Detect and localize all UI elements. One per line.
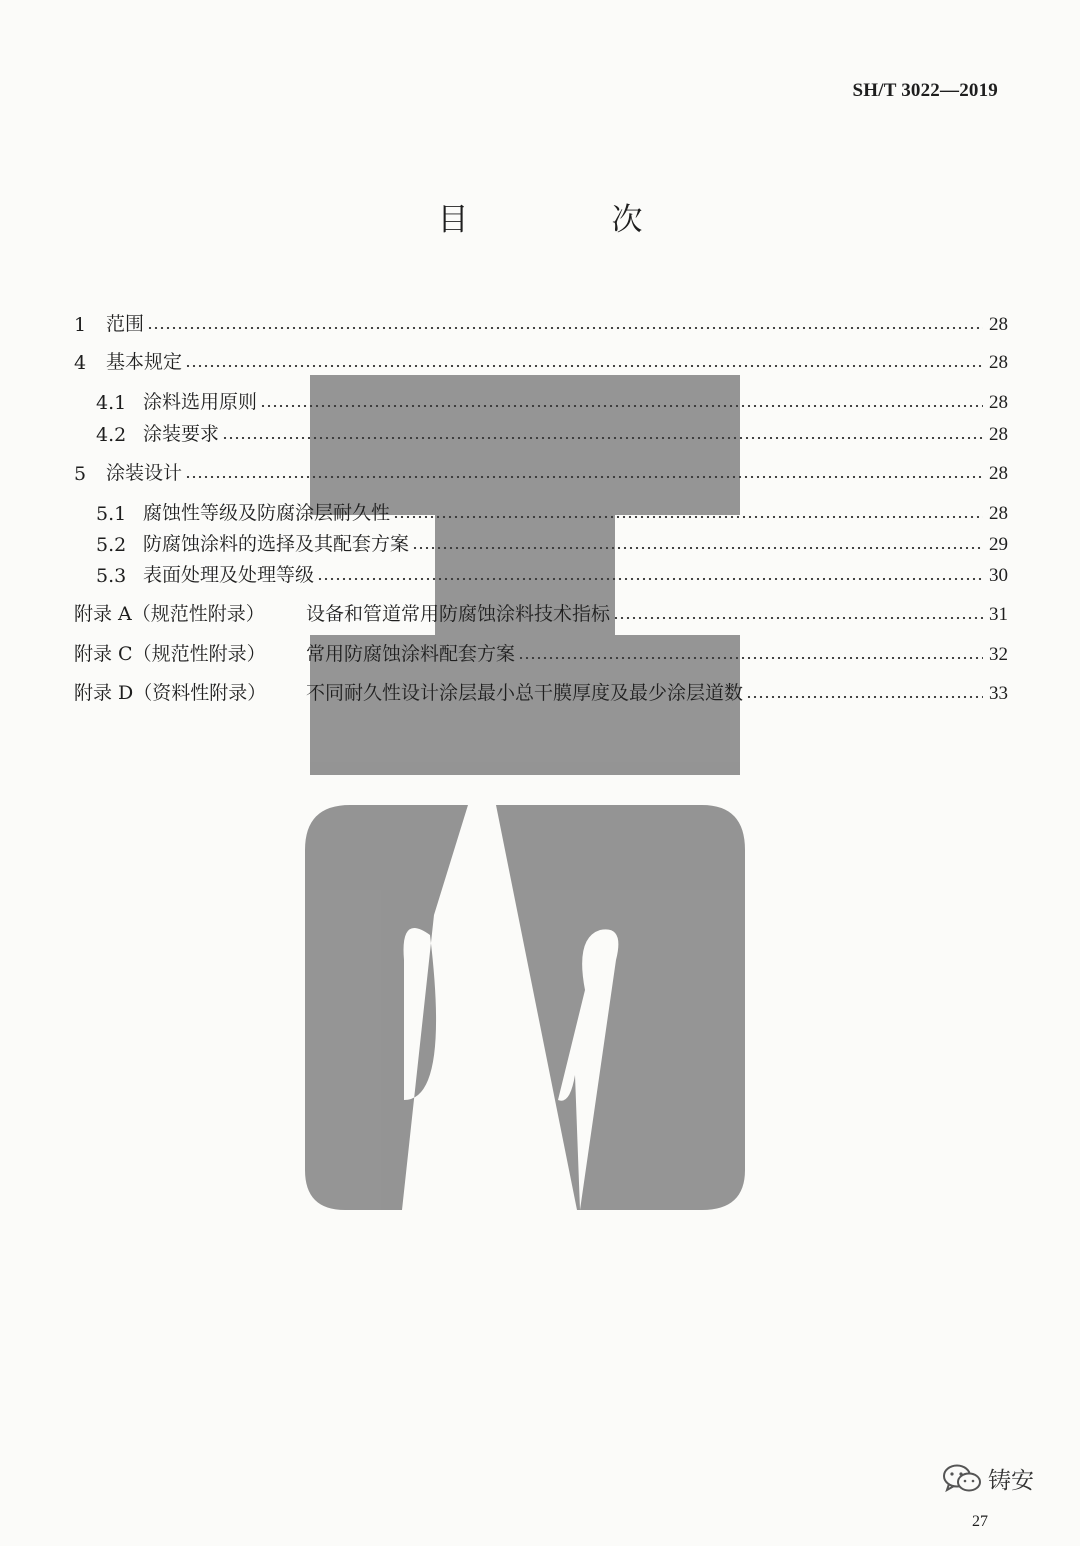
toc-leader-dots: [518, 657, 983, 659]
toc-number: 5.1: [96, 503, 127, 525]
toc-page-number: 28: [989, 424, 1008, 445]
toc-page-number: 31: [989, 604, 1008, 625]
toc-label: 腐蚀性等级及防腐涂层耐久性: [143, 502, 391, 524]
page-number: 27: [972, 1513, 988, 1530]
toc-leader-dots: [393, 516, 983, 518]
toc-label: 不同耐久性设计涂层最小总干膜厚度及最少涂层道数: [306, 682, 744, 704]
wechat-icon: [942, 1463, 982, 1495]
toc-label: 表面处理及处理等级: [143, 564, 315, 586]
toc-entry-appendix-c[interactable]: [74, 638, 1008, 666]
toc-entry-appendix-d[interactable]: [74, 677, 1008, 705]
toc-label: 涂装设计: [106, 462, 183, 484]
toc-entry[interactable]: [74, 308, 1008, 336]
toc-entry[interactable]: [96, 386, 1008, 414]
toc-appendix-id: 附录 D（资料性附录）: [74, 682, 267, 704]
toc-entry[interactable]: [96, 497, 1008, 525]
toc-label: 涂装要求: [143, 423, 220, 445]
toc-label: 常用防腐蚀涂料配套方案: [306, 643, 516, 665]
toc-page-number: 30: [989, 565, 1008, 586]
toc-leader-dots: [147, 327, 983, 329]
toc-number: 1: [74, 314, 87, 336]
toc-entry[interactable]: [74, 457, 1008, 485]
toc-entry[interactable]: [96, 418, 1008, 446]
toc-label: 设备和管道常用防腐蚀涂料技术指标: [306, 603, 611, 625]
toc-leader-dots: [222, 437, 983, 439]
toc-number: 4.2: [96, 424, 127, 446]
toc-entry[interactable]: [74, 346, 1008, 374]
toc-label: 防腐蚀涂料的选择及其配套方案: [143, 533, 410, 555]
toc-leader-dots: [317, 578, 983, 580]
wechat-account-name: 铸安: [988, 1468, 1034, 1494]
toc-label: 基本规定: [106, 351, 183, 373]
toc-leader-dots: [185, 365, 983, 367]
toc-number: 4: [74, 352, 87, 374]
toc-entry[interactable]: [96, 528, 1008, 556]
toc-page-number: 28: [989, 392, 1008, 413]
toc-page-number: 33: [989, 683, 1008, 704]
standard-number: SH/T 3022—2019: [852, 80, 998, 101]
toc-number: 5: [74, 463, 87, 485]
toc-number: 4.1: [96, 392, 127, 414]
toc-page-number: 28: [989, 463, 1008, 484]
toc-page-number: 28: [989, 352, 1008, 373]
toc-entry[interactable]: [96, 559, 1008, 587]
toc-label: 涂料选用原则: [143, 391, 258, 413]
toc-leader-dots: [185, 476, 983, 478]
toc-page-number: 28: [989, 503, 1008, 524]
toc-page-number: 32: [989, 644, 1008, 665]
page-title: 目 次: [437, 202, 699, 238]
toc-page-number: 29: [989, 534, 1008, 555]
toc-leader-dots: [613, 617, 983, 619]
toc-number: 5.3: [96, 565, 127, 587]
toc-number: 5.2: [96, 534, 127, 556]
toc-leader-dots: [746, 696, 983, 698]
toc-appendix-id: 附录 A（规范性附录）: [74, 603, 265, 625]
toc-leader-dots: [412, 547, 983, 549]
wechat-account-badge: [942, 1462, 1034, 1495]
toc-entry-appendix-a[interactable]: [74, 598, 1008, 626]
table-of-contents: [0, 0, 1080, 720]
toc-leader-dots: [260, 405, 983, 407]
toc-page-number: 28: [989, 314, 1008, 335]
toc-appendix-id: 附录 C（规范性附录）: [74, 643, 266, 665]
toc-label: 范围: [106, 313, 145, 335]
